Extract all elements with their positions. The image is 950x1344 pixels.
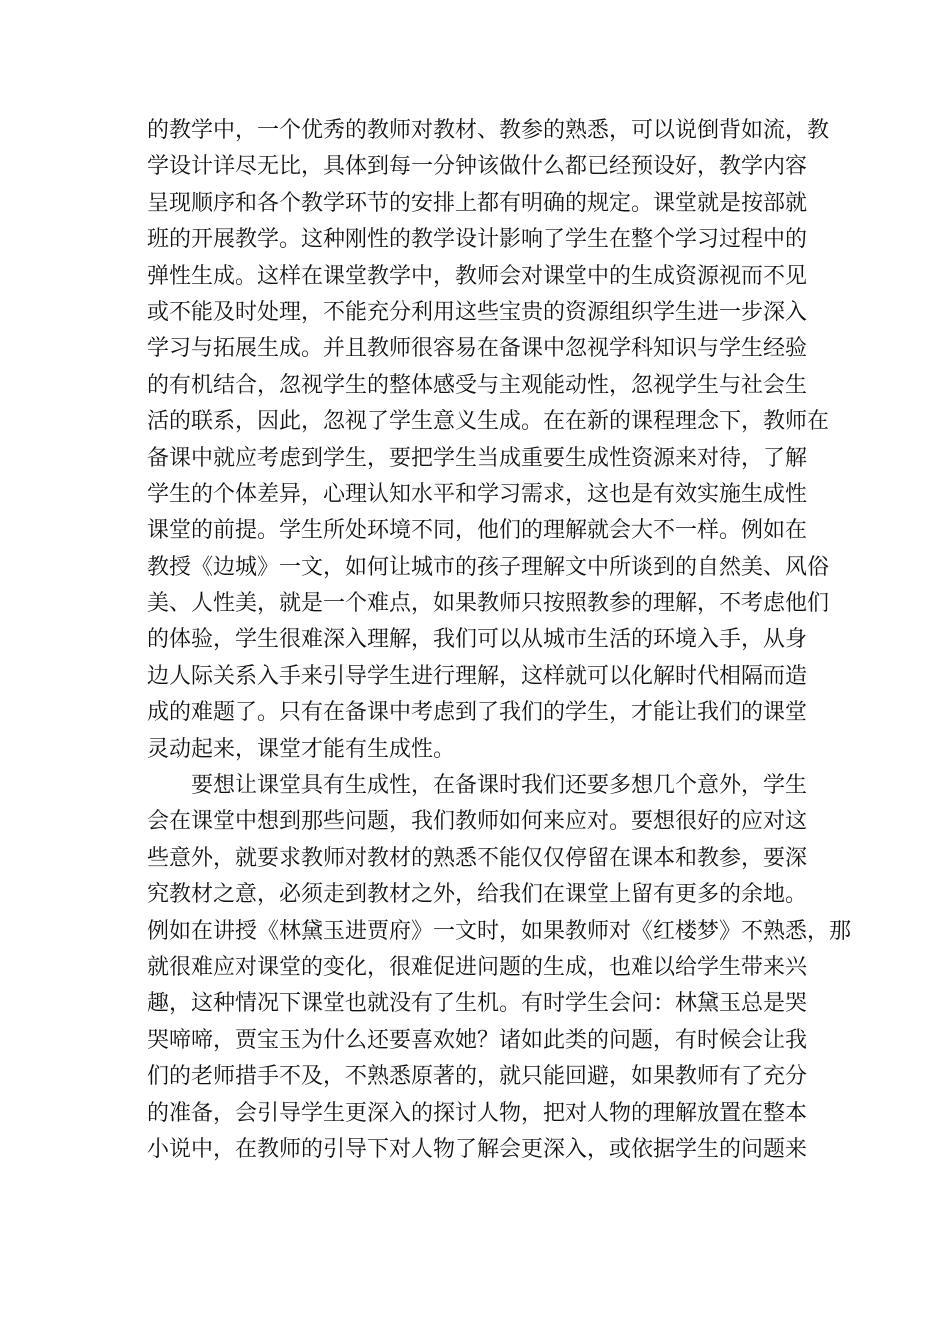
text-line: 趣，这种情况下课堂也就没有了生机。有时学生会问：林黛玉总是哭 (147, 991, 808, 1017)
text-line: 哭啼啼，贾宝玉为什么还要喜欢她？诸如此类的问题，有时候会让我 (147, 1027, 808, 1053)
text-line: 学生的个体差异，心理认知水平和学习需求，这也是有效实施生成性 (147, 481, 808, 507)
text-line: 的体验，学生很难深入理解，我们可以从城市生活的环境入手，从身 (147, 627, 808, 653)
text-line: 成的难题了。只有在备课中考虑到了我们的学生，才能让我们的课堂 (147, 700, 808, 726)
text-line: 课堂的前提。学生所处环境不同，他们的理解就会大不一样。例如在 (147, 518, 808, 544)
text-line: 们的老师措手不及，不熟悉原著的，就只能回避，如果教师有了充分 (147, 1064, 808, 1090)
document-body (147, 113, 852, 1168)
text-line: 或不能及时处理，不能充分利用这些宝贵的资源组织学生进一步深入 (147, 299, 808, 325)
text-line: 班的开展教学。这种刚性的教学设计影响了学生在整个学习过程中的 (147, 227, 808, 253)
text-line: 些意外，就要求教师对教材的熟悉不能仅仅停留在课本和教参，要深 (147, 845, 808, 871)
text-line: 究教材之意，必须走到教材之外，给我们在课堂上留有更多的余地。 (147, 882, 808, 908)
text-line: 小说中，在教师的引导下对人物了解会更深入，或依据学生的问题来 (147, 1136, 808, 1162)
text-line: 学习与拓展生成。并且教师很容易在备课中忽视学科知识与学生经验 (147, 336, 808, 362)
text-line: 美、人性美，就是一个难点，如果教师只按照教参的理解，不考虑他们 (147, 591, 830, 617)
text-line: 教授《边城》一文，如何让城市的孩子理解文中所谈到的自然美、风俗 (147, 554, 830, 580)
text-line: 的教学中，一个优秀的教师对教材、教参的熟悉，可以说倒背如流，教 (147, 118, 830, 143)
text-line: 呈现顺序和各个教学环节的安排上都有明确的规定。课堂就是按部就 (147, 190, 808, 216)
text-line: 学设计详尽无比，具体到每一分钟该做什么都已经预设好，教学内容 (147, 154, 808, 180)
text-line: 活的联系，因此，忽视了学生意义生成。在在新的课程理念下，教师在 (147, 409, 830, 435)
paragraph-2 (147, 768, 852, 1168)
text-line: 边人际关系入手来引导学生进行理解，这样就可以化解时代相隔而造 (147, 663, 808, 689)
text-line: 弹性生成。这样在课堂教学中，教师会对课堂中的生成资源视而不见 (147, 263, 808, 289)
text-line: 的有机结合，忽视学生的整体感受与主观能动性，忽视学生与社会生 (147, 372, 808, 398)
text-line: 灵动起来，课堂才能有生成性。 (147, 736, 456, 762)
text-line: 的准备，会引导学生更深入的探讨人物，把对人物的理解放置在整本 (147, 1100, 808, 1126)
text-line: 例如在讲授《林黛玉进贾府》一文时，如果教师对《红楼梦》不熟悉，那 (147, 918, 852, 944)
text-line: 备课中就应考虑到学生，要把学生当成重要生成性资源来对待，了解 (147, 445, 808, 471)
paragraph-1 (147, 113, 830, 768)
text-line: 会在课堂中想到那些问题，我们教师如何来应对。要想很好的应对这 (147, 809, 808, 835)
text-line: 就很难应对课堂的变化，很难促进问题的生成，也难以给学生带来兴 (147, 954, 808, 980)
text-line: 要想让课堂具有生成性，在备课时我们还要多想几个意外，学生 (191, 773, 808, 799)
